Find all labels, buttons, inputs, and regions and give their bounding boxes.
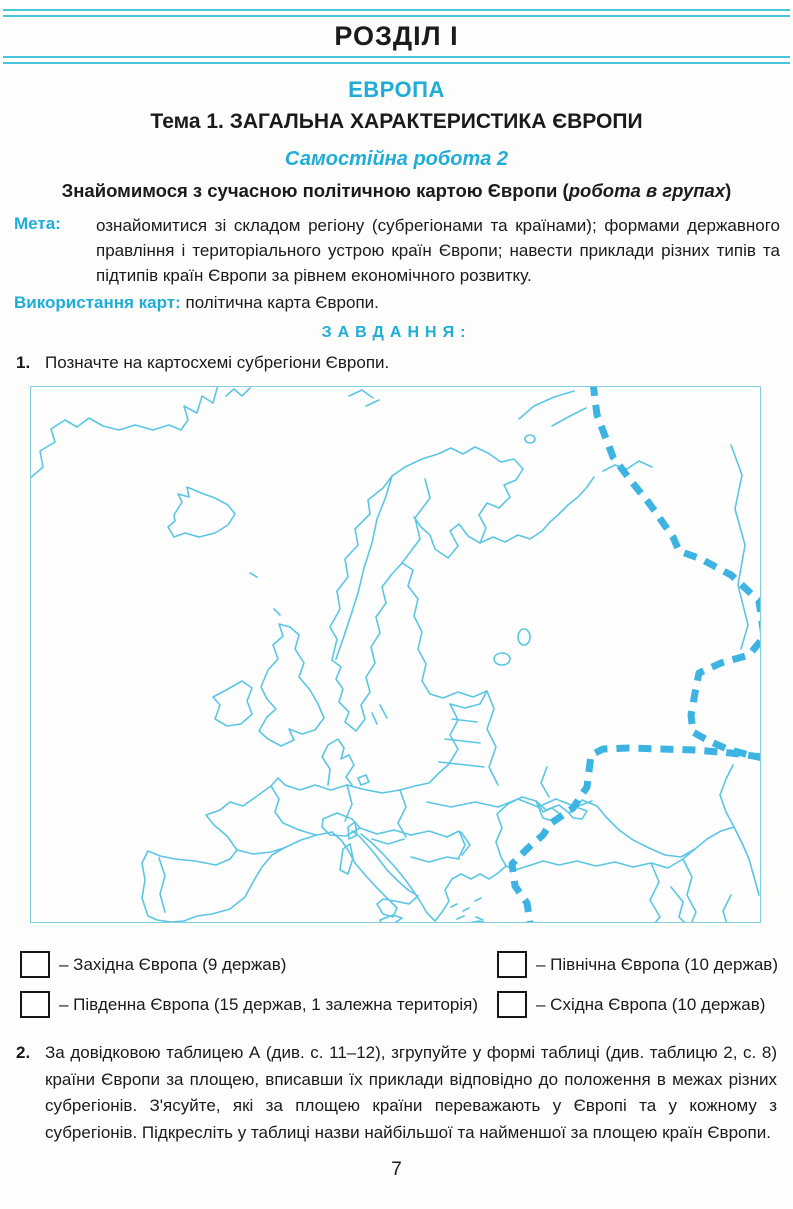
task-2-text: За довідковою таблицею А (див. с. 11–12), згрупуйте у формі таблиці (див. таблицю 2, с. 8) країни Європи за площею, вписавши їх приклади відповідно до положення в межах різних субрегіонів. З'ясуйте, які за площею країни переважають у Європі та у кожному з субрегіонів. Підкресліть у таблиці назви найбільшої та найменшої за площею країн Європи. [45,1043,777,1142]
maps-usage-text: політична карта Європи. [185,293,379,312]
section-title: РОЗДІЛ І [334,21,459,51]
maps-usage-block [14,290,780,315]
header-rule-top [3,9,790,17]
legend-checkbox-north[interactable] [497,951,527,978]
legend-checkbox-east[interactable] [497,991,527,1018]
legend-item-south [20,991,497,1018]
map-coastlines [31,387,759,923]
meta-text: ознайомитися зі складом регіону (субрегіонами та країнами); формами державного правління і територіального устрою країн Європи; навести приклади різних типів та підтипів країн Європи за рівнем економічного розвитку. [96,216,780,285]
legend-checkbox-south[interactable] [20,991,50,1018]
maps-usage-label: Використання карт: [14,293,181,312]
europe-contour-map[interactable] [30,386,761,923]
task-2-number: 2. [16,1043,31,1062]
task-1-number: 1. [16,353,31,372]
legend-item-west [20,951,497,978]
europe-outline-map-svg [31,387,761,923]
legend-label-west: – Західна Європа (9 держав) [59,954,287,974]
legend-item-north [497,951,782,978]
task-2 [16,1040,777,1146]
page-number: 7 [391,1159,402,1180]
meta-label: Мета: [14,214,61,233]
work-subtitle-main: Знайомимося з сучасною політичною картою Європи ( [61,180,569,201]
task-1-text: Позначте на картосхемі субрегіони Європи. [45,353,390,372]
header-rule-bottom [3,56,790,64]
legend [20,951,782,1018]
legend-label-south: – Південна Європа (15 держав, 1 залежна територія) [59,994,479,1014]
meta-block [14,213,780,288]
legend-label-north: – Північна Європа (10 держав) [536,954,778,974]
legend-label-east: – Східна Європа (10 держав) [536,994,766,1014]
region-title: ЕВРОПА [348,77,445,102]
legend-item-east [497,991,782,1018]
work-subtitle-close: ) [725,180,732,201]
legend-checkbox-west[interactable] [20,951,50,978]
work-subtitle-italic: робота в групах [568,180,726,201]
task-1 [16,350,777,376]
tasks-header: ЗАВДАННЯ: [321,324,472,341]
theme-title: Тема 1. ЗАГАЛЬНА ХАРАКТЕРИСТИКА ЄВРОПИ [150,110,643,133]
work-title: Самостійна робота 2 [284,148,509,170]
work-subtitle [0,180,793,202]
